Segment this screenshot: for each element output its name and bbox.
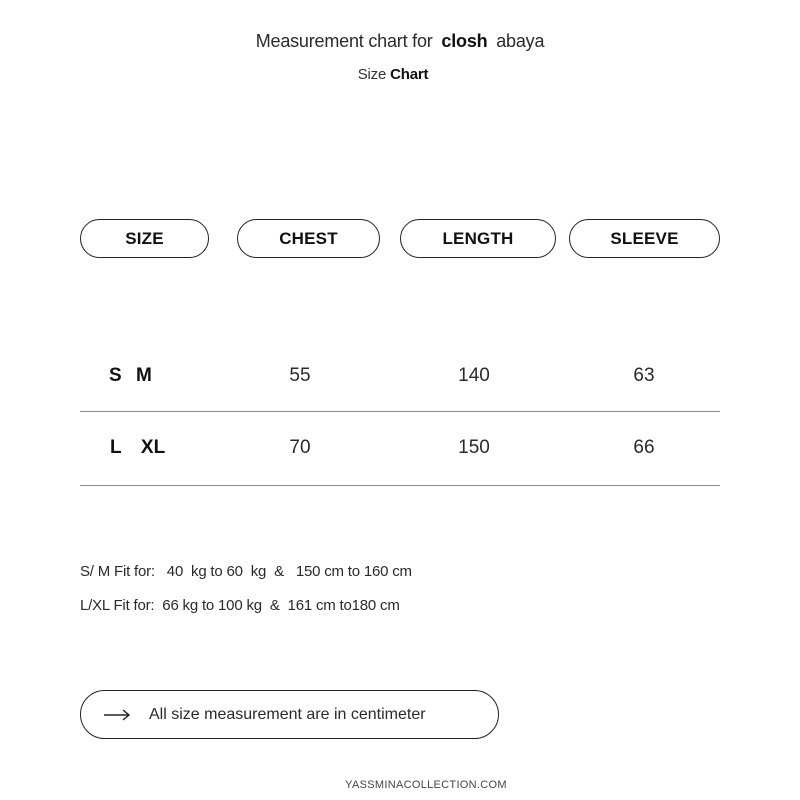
subtitle-bold: Chart <box>390 66 429 83</box>
column-header-chest: CHEST <box>237 219 380 258</box>
site-url: YASSMINACOLLECTION.COM <box>345 779 507 791</box>
table-row-size-cell <box>110 437 165 459</box>
size-label: M <box>135 365 152 386</box>
fit-note-sm: S/ M Fit for: 40 kg to 60 kg & 150 cm to 160 cm <box>80 563 412 580</box>
page-subtitle <box>0 66 786 83</box>
size-label: S <box>109 365 122 386</box>
measurement-unit-note <box>80 690 499 739</box>
page-title <box>0 31 800 52</box>
subtitle-prefix: Size <box>357 66 387 83</box>
arrow-right-icon <box>103 708 131 722</box>
size-label: XL <box>140 437 166 458</box>
table-row-size-cell <box>109 365 152 387</box>
column-header-length: LENGTH <box>400 219 556 258</box>
chest-value: 70 <box>289 437 311 458</box>
row-divider <box>80 411 720 412</box>
fit-note-lxl: L/XL Fit for: 66 kg to 100 kg & 161 cm to180 cm <box>80 597 400 614</box>
length-value: 150 <box>458 437 490 458</box>
size-label: L <box>110 437 122 458</box>
unit-note-text: All size measurement are in centimeter <box>149 705 426 723</box>
title-brand: closh <box>441 31 488 51</box>
length-value: 140 <box>458 365 490 386</box>
column-header-sleeve: SLEEVE <box>569 219 720 258</box>
title-suffix: abaya <box>496 31 545 51</box>
sleeve-value: 63 <box>633 365 655 386</box>
sleeve-value: 66 <box>633 437 655 458</box>
row-divider <box>80 485 720 486</box>
chest-value: 55 <box>289 365 311 386</box>
column-header-size: SIZE <box>80 219 209 258</box>
title-prefix: Measurement chart for <box>255 31 433 51</box>
